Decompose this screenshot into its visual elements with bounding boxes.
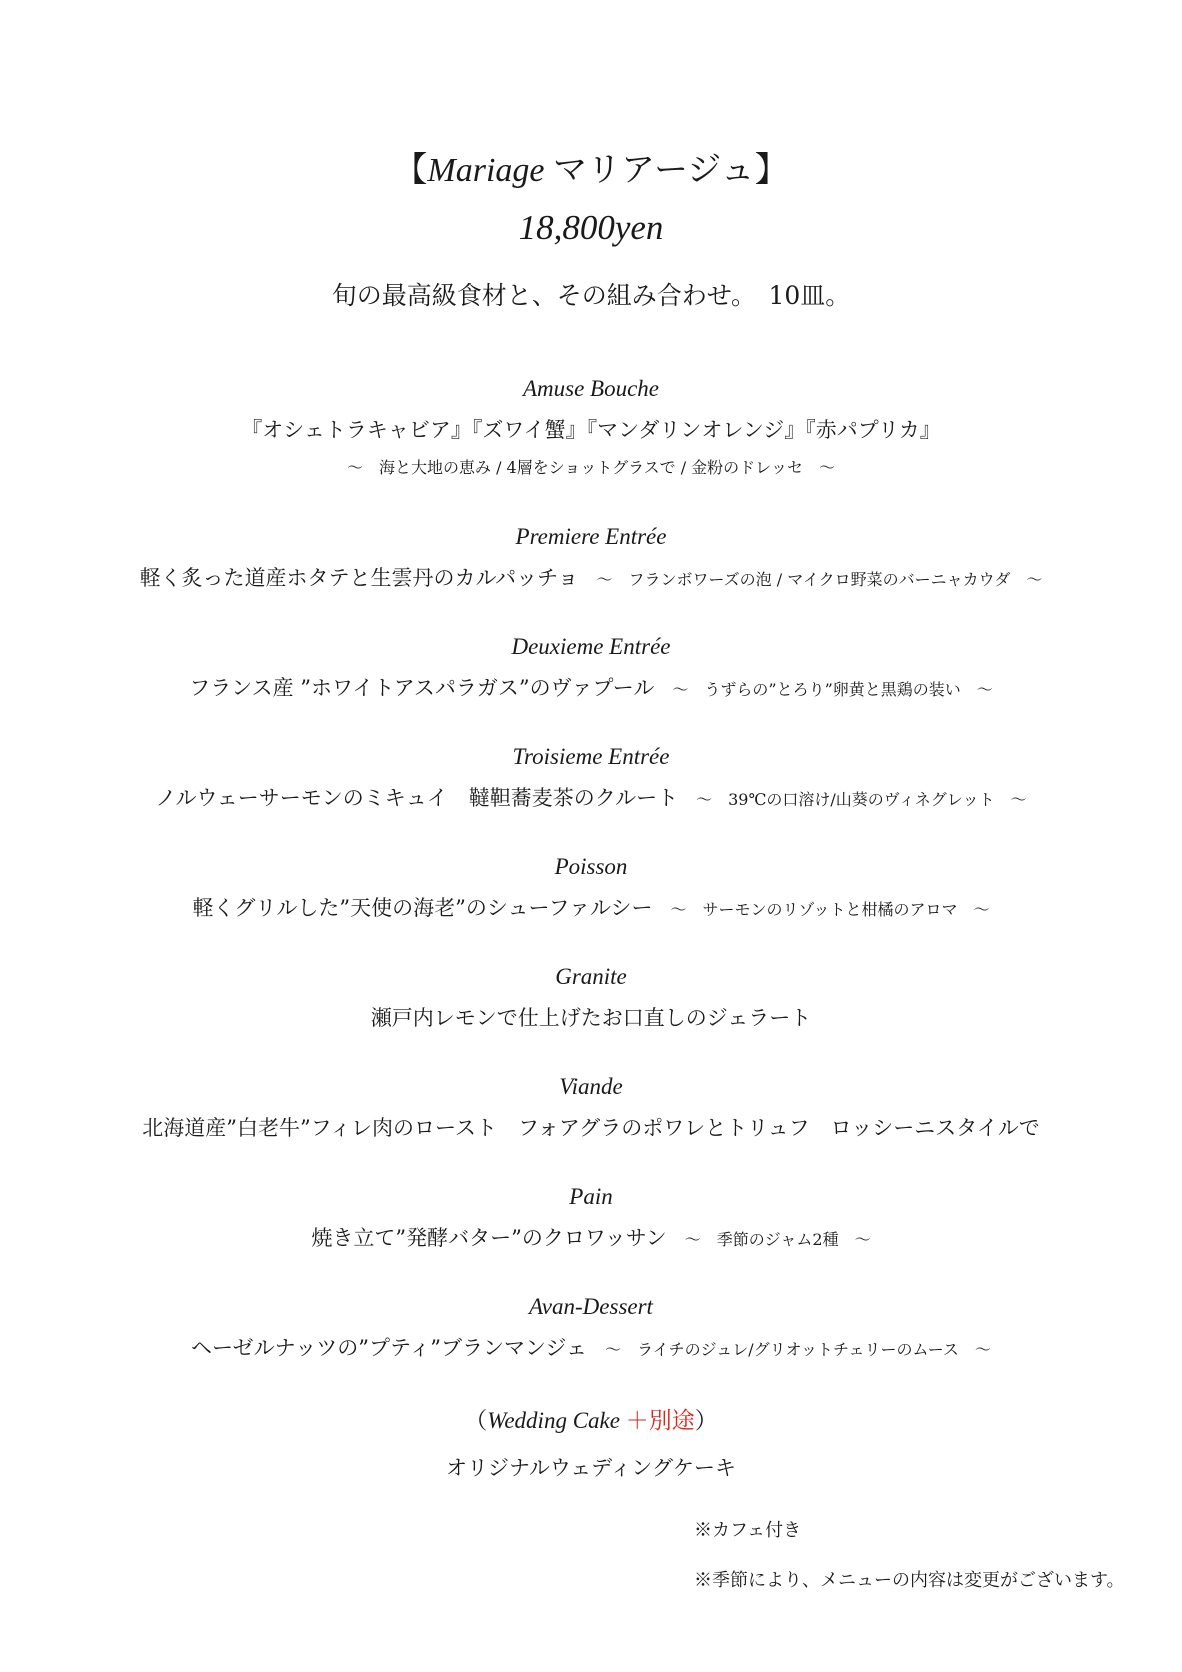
course-name-poisson: Poisson (554, 854, 628, 879)
course-note-troisieme-entree: ～ 39℃の口溶け/山葵のヴィネグレット ～ (696, 790, 1027, 809)
course-dish-avan-dessert: ヘーゼルナッツの”プティ”ブランマンジェ (191, 1336, 588, 1360)
course-note-premiere-entree: ～ フランボワーズの泡 / マイクロ野菜のバーニャカウダ ～ (596, 570, 1043, 589)
title-open-bracket: 【 (393, 152, 428, 189)
course-line-avan-dessert (0, 1332, 1182, 1362)
cake-close-paren: ） (694, 1408, 718, 1433)
course-line-poisson (0, 892, 1182, 922)
course-dish-amuse-bouche: 『オシェトラキャビア』『ズワイ蟹』『マンダリンオレンジ』『赤パプリカ』 (241, 418, 941, 442)
footnote-cafe: ※カフェ付き (694, 1520, 802, 1541)
title-japanese: マリアージュ (552, 152, 755, 189)
menu-price: 18,800yen (518, 208, 664, 247)
course-dish-poisson: 軽くグリルした”天使の海老”のシューファルシー (192, 896, 653, 920)
course-dish-viande: 北海道産”白老牛”フィレ肉のロースト フォアグラのポワレとトリュフ ロッシーニスタイルで (142, 1116, 1040, 1140)
course-detail-amuse-bouche: ～ 海と大地の恵み / 4層をショットグラスで / 金粉のドレッセ ～ (346, 458, 836, 477)
course-name-deuxieme-entree: Deuxieme Entrée (511, 634, 671, 659)
title-close-bracket: 】 (754, 152, 789, 189)
menu-title (0, 142, 1182, 191)
course-note-avan-dessert: ～ ライチのジュレ/グリオットチェリーのムース ～ (605, 1340, 991, 1359)
course-name-granite: Granite (555, 964, 627, 989)
course-line-pain (0, 1222, 1182, 1252)
course-dish-premiere-entree: 軽く炙った道産ホタテと生雲丹のカルパッチョ (139, 566, 579, 590)
course-line-troisieme-entree (0, 782, 1182, 812)
course-name-troisieme-entree: Troisieme Entrée (512, 744, 670, 769)
cake-extra-charge: ＋別途 (625, 1408, 695, 1433)
course-line-deuxieme-entree (0, 672, 1182, 702)
wedding-cake-label (0, 1402, 1182, 1435)
menu-subtitle: 旬の最高級食材と、その組み合わせ。 10皿。 (331, 281, 851, 310)
course-note-pain: ～ 季節のジャム2種 ～ (684, 1230, 871, 1249)
cake-latin: Wedding Cake (487, 1408, 620, 1433)
course-name-pain: Pain (569, 1184, 613, 1209)
course-note-poisson: ～ サーモンのリゾットと柑橘のアロマ ～ (670, 900, 990, 919)
course-line-premiere-entree (0, 562, 1182, 592)
course-name-viande: Viande (559, 1074, 623, 1099)
cake-open-paren: （ (464, 1408, 488, 1433)
course-dish-granite: 瀬戸内レモンで仕上げたお口直しのジェラート (370, 1006, 812, 1030)
course-dish-pain: 焼き立て”発酵バター”のクロワッサン (311, 1226, 667, 1250)
course-name-premiere-entree: Premiere Entrée (515, 524, 667, 549)
footnote-menu-change: ※季節により、メニューの内容は変更がございます。 (694, 1570, 1125, 1591)
course-dish-deuxieme-entree: フランス産 ”ホワイトアスパラガス”のヴァプール (189, 676, 655, 700)
course-note-deuxieme-entree: ～ うずらの”とろり”卵黄と黒鶏の装い ～ (672, 680, 993, 699)
course-name-amuse-bouche: Amuse Bouche (522, 376, 660, 401)
title-latin: Mariage (427, 152, 545, 189)
course-name-avan-dessert: Avan-Dessert (529, 1294, 653, 1319)
course-dish-troisieme-entree: ノルウェーサーモンのミキュイ 韃靼蕎麦茶のクルート (155, 786, 679, 810)
wedding-cake-dish: オリジナルウェディングケーキ (445, 1456, 736, 1480)
